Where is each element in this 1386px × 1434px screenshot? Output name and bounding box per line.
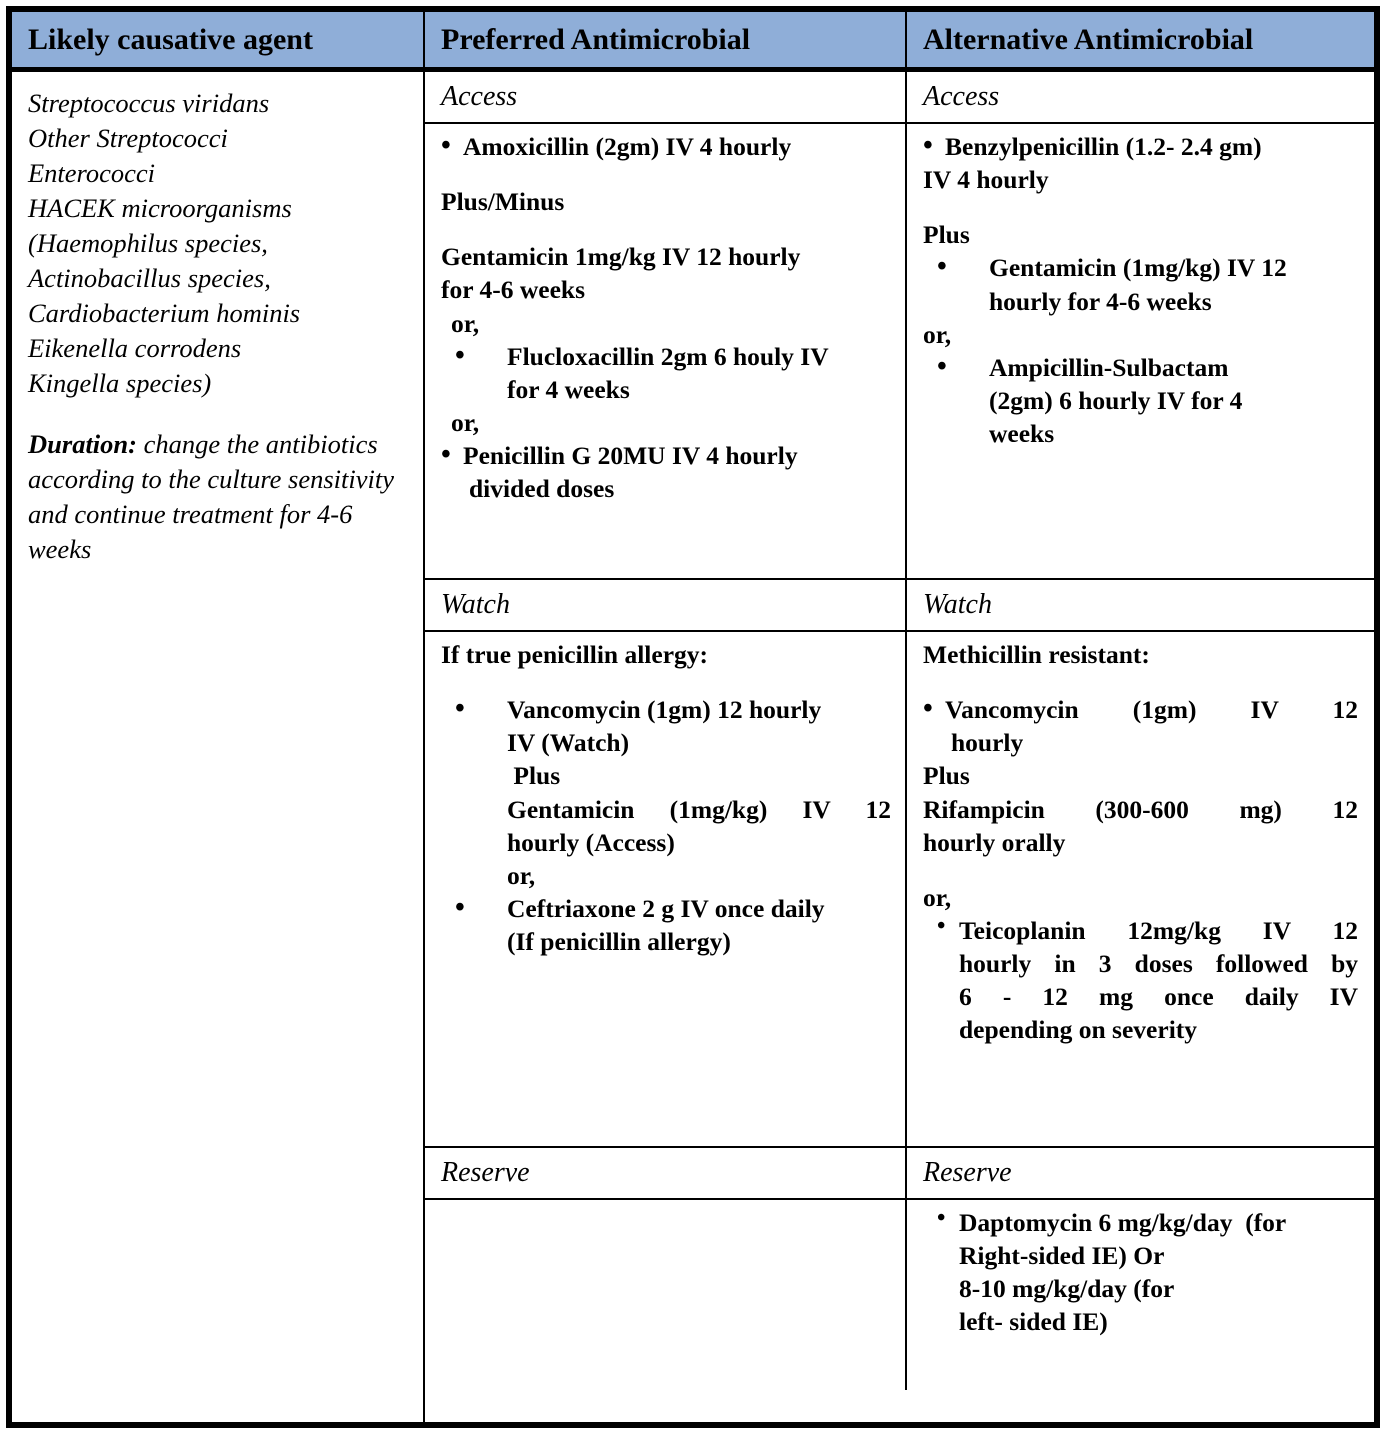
regimen-heading: Methicillin resistant: [923,640,1150,669]
regimen-or: or, [451,308,480,338]
organism-item: HACEK microorganisms [28,192,292,223]
regimen-item-cont: hourly for 4-6 weeks [989,286,1212,316]
regimen-or: or, [923,882,952,912]
regimen-item: • Benzylpenicillin (1.2- 2.4 gm) [923,130,1358,163]
spacer [441,218,891,240]
organism-item: Actinobacillus species, [28,262,271,293]
regimen-list-alternative-reserve [923,1206,1358,1339]
regimen-item: • Ampicillin-Sulbactam [923,351,1358,384]
tier-name: Access [441,81,518,112]
antimicrobial-guideline-table [6,6,1380,1428]
cell-alternative-reserve [907,1200,1374,1390]
tier-label-row-reserve [425,1148,1374,1200]
regimen-or: or, [507,860,536,890]
tier-body-row-watch [425,632,1374,1148]
regimen-item-cont: IV (Watch) [507,728,630,758]
causative-agent-body [12,72,423,1422]
organism-item: Streptococcus viridans [28,88,270,118]
tier-label-row-watch [425,580,1374,632]
regimen-item: • Vancomycin (1gm) IV 12 [923,693,1358,726]
tier-label-reserve-preferred [425,1148,907,1198]
regimen-item-cont: Right-sided IE) Or [959,1241,1165,1271]
spacer [441,671,891,693]
regimen-item-cont: hourly [951,728,1024,758]
regimen-item-cont: hourly in 3 doses followed by [959,949,1358,979]
organism-item: Eikenella corrodens [28,332,242,363]
regimen-item-cont: Gentamicin (1mg/kg) IV 12 [507,794,891,824]
tier-name: Watch [923,589,992,620]
cell-preferred-access [425,124,907,578]
spacer [28,401,411,427]
regimen-item-cont: hourly (Access) [507,827,675,857]
regimen-item-cont: 6 - 12 mg once daily IV [959,982,1358,1012]
regimen-item-cont: for 4 weeks [507,374,630,404]
regimen-item-cont: depending on severity [959,1015,1198,1045]
regimen-connector: Plus [923,220,970,250]
tier-label-row-access [425,72,1374,124]
tier-name: Access [923,81,1000,112]
regimen-item-cont: IV 4 hourly [923,165,1049,195]
columns-antimicrobial [425,12,1374,1422]
regimen-connector: Plus [923,761,970,791]
regimen-item: • Vancomycin (1gm) 12 hourly [441,693,891,726]
spacer [923,859,1358,881]
regimen-list-preferred-access [441,130,891,505]
tier-label-watch-alternative [907,580,1374,630]
organism-item: Enterococci [28,157,156,188]
header-alternative-antimicrobial: Alternative Antimicrobial [907,12,1374,72]
regimen-connector: Plus [507,761,561,791]
regimen-list-preferred-watch [441,638,891,958]
regimen-item: • Penicillin G 20MU IV 4 hourly [441,439,891,472]
regimen-heading: If true penicillin allergy: [441,640,709,669]
regimen-connector: Plus/Minus [441,187,565,217]
regimen-item: • Daptomycin 6 mg/kg/day (for [923,1206,1358,1239]
table-grid [12,12,1374,1422]
cell-alternative-watch [907,632,1374,1146]
regimen-item: • Gentamicin (1mg/kg) IV 12 [923,251,1358,284]
regimen-item-cont: (2gm) 6 hourly IV for 4 [989,385,1243,415]
header-row [425,12,1374,72]
regimen-or: or, [923,319,952,349]
tier-body-row-access [425,124,1374,580]
regimen-item: • Flucloxacillin 2gm 6 houly IV [441,340,891,373]
organism-item: (Haemophilus species, [28,227,268,258]
tier-label-access-preferred [425,72,907,122]
spacer [923,196,1358,218]
organism-item: Other Streptococci [28,122,228,153]
organism-item: Kingella species) [28,367,212,398]
spacer [441,163,891,185]
tier-body-row-reserve [425,1200,1374,1390]
duration-note [28,427,411,567]
regimen-item: • Ceftriaxone 2 g IV once daily [441,892,891,925]
regimen-item-cont: left- sided IE) [959,1307,1108,1337]
regimen-item: • Amoxicillin (2gm) IV 4 hourly [441,130,891,163]
organism-item: Cardiobacterium hominis [28,297,301,328]
column-causative-agent [12,12,425,1422]
regimen-item-cont: hourly orally [923,827,1066,857]
duration-label: Duration: [28,428,137,459]
cell-preferred-watch [425,632,907,1146]
spacer [923,671,1358,693]
tier-name: Reserve [441,1157,530,1188]
tier-name: Watch [441,589,510,620]
regimen-item-cont: weeks [989,419,1055,449]
cell-alternative-access [907,124,1374,578]
header-preferred-antimicrobial: Preferred Antimicrobial [425,12,907,72]
regimen-list-alternative-access [923,130,1358,450]
regimen-item: Rifampicin (300-600 mg) 12 [923,794,1358,824]
cell-preferred-reserve [425,1200,907,1390]
header-causative-agent: Likely causative agent [12,12,423,72]
regimen-or: or, [451,407,480,437]
duration-text: change the antibiotics according to the culture sensitivity and continue treatment for 4-6 weeks [28,428,395,564]
regimen-item-cont: (If penicillin allergy) [507,927,731,957]
regimen-item: Gentamicin 1mg/kg IV 12 hourly [441,242,801,272]
regimen-item-cont: for 4-6 weeks [441,275,585,305]
regimen-list-alternative-watch [923,638,1358,1047]
tier-label-reserve-alternative [907,1148,1374,1198]
tier-label-access-alternative [907,72,1374,122]
tier-name: Reserve [923,1157,1012,1188]
regimen-item-cont: 8-10 mg/kg/day (for [959,1274,1175,1304]
tier-label-watch-preferred [425,580,907,630]
regimen-item-cont: divided doses [469,474,615,504]
regimen-item: • Teicoplanin 12mg/kg IV 12 [923,914,1358,947]
